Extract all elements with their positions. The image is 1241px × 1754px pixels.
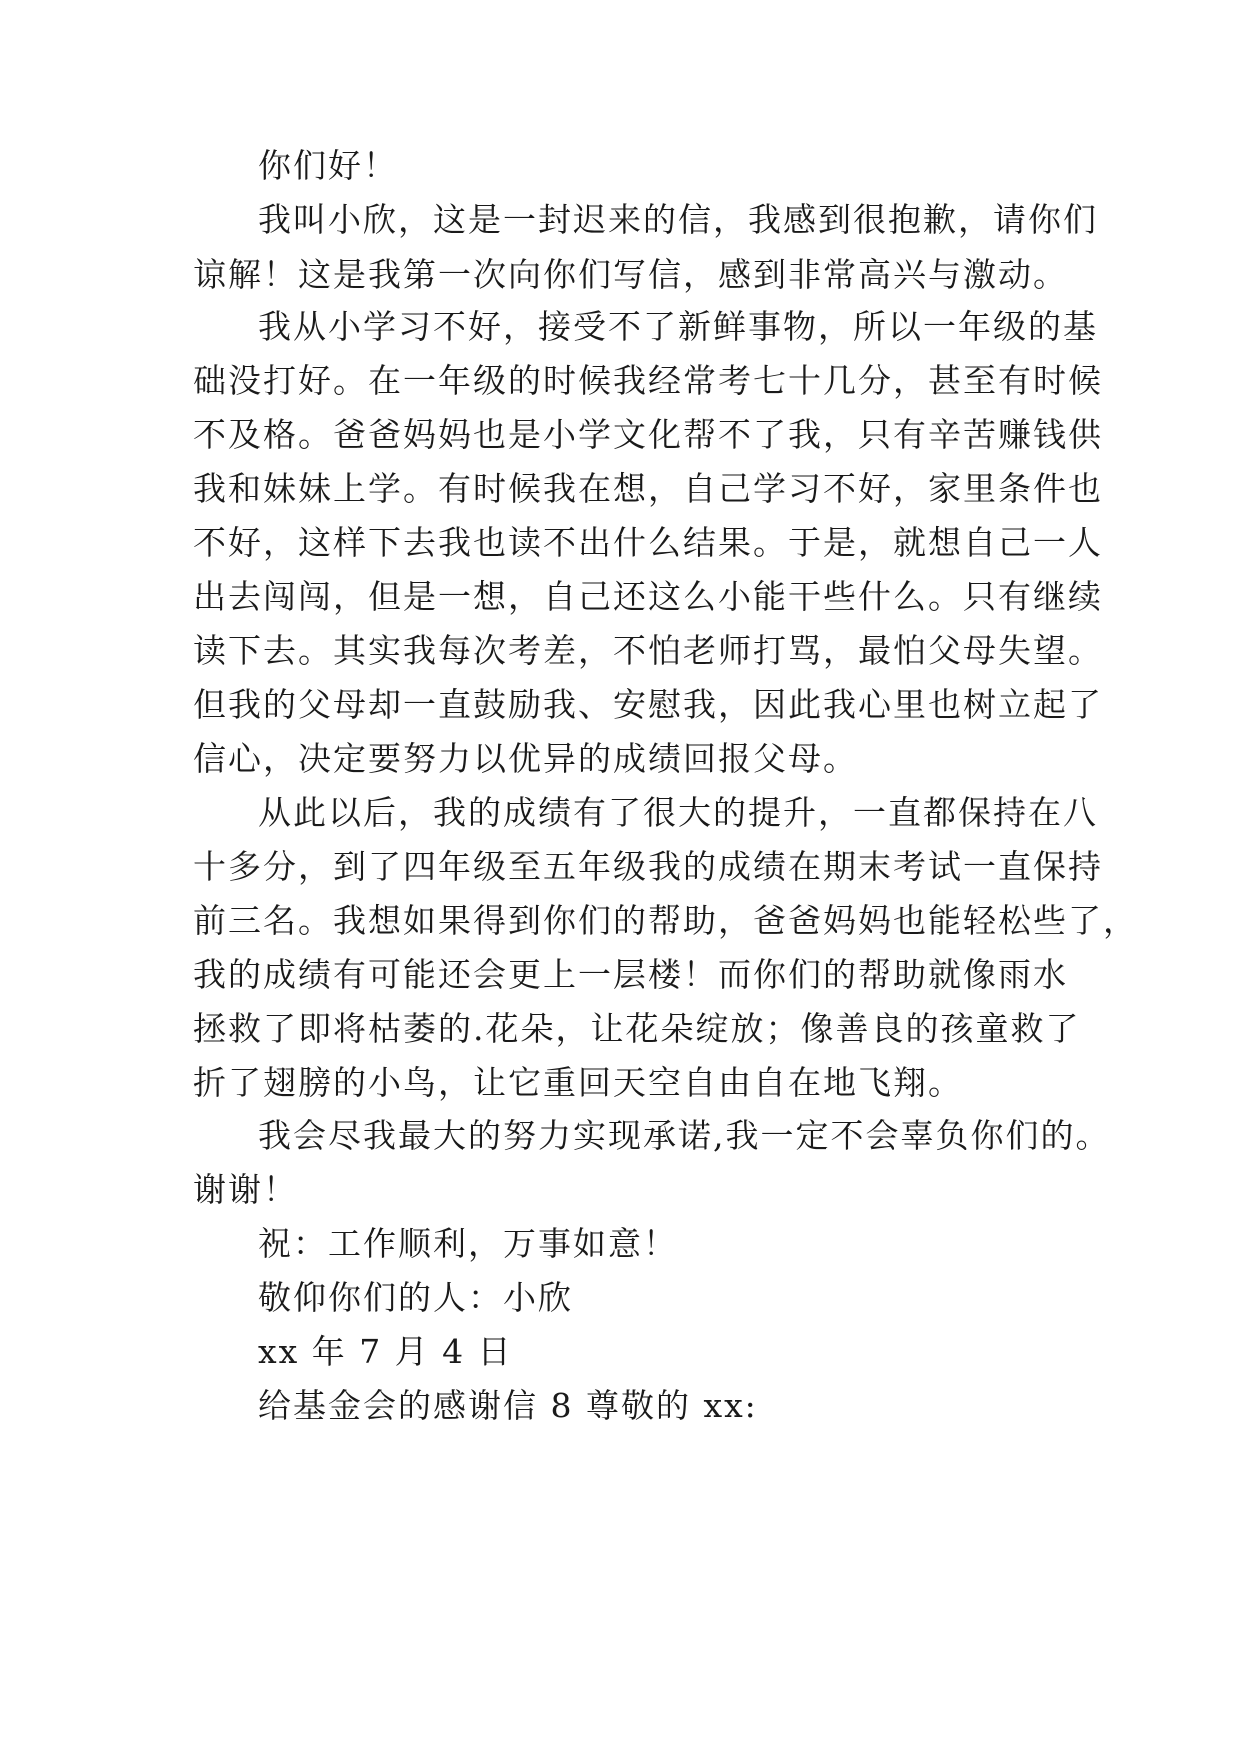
paragraph-1-line-2: 谅解！这是我第一次向你们写信，感到非常高兴与激动。 [193, 255, 1068, 294]
paragraph-2-line-1: 我从小学习不好，接受不了新鲜事物，所以一年级的基 [258, 307, 1098, 346]
paragraph-3-line-3: 前三名。我想如果得到你们的帮助，爸爸妈妈也能轻松些了， [193, 901, 1138, 940]
paragraph-3-line-2: 十多分，到了四年级至五年级我的成绩在期末考试一直保持 [193, 847, 1103, 886]
paragraph-2-line-4: 我和妹妹上学。有时候我在想，自己学习不好，家里条件也 [193, 469, 1103, 508]
greeting: 你们好！ [258, 146, 398, 185]
paragraph-2-line-7: 读下去。其实我每次考差，不怕老师打骂，最怕父母失望。 [193, 631, 1103, 670]
paragraph-2-line-5: 不好，这样下去我也读不出什么结果。于是，就想自己一人 [193, 523, 1103, 562]
paragraph-4-line-2: 谢谢！ [193, 1170, 298, 1209]
paragraph-2-line-9: 信心，决定要努力以优异的成绩回报父母。 [193, 739, 858, 778]
paragraph-2-line-3: 不及格。爸爸妈妈也是小学文化帮不了我，只有辛苦赚钱供 [193, 415, 1103, 454]
paragraph-3-line-1: 从此以后，我的成绩有了很大的提升，一直都保持在八 [258, 793, 1098, 832]
closing-wish: 祝：工作顺利，万事如意！ [258, 1224, 678, 1263]
next-letter-title: 给基金会的感谢信 8 尊敬的 xx: [258, 1386, 758, 1425]
paragraph-2-line-6: 出去闯闯，但是一想，自己还这么小能干些什么。只有继续 [193, 577, 1103, 616]
paragraph-4-line-1: 我会尽我最大的努力实现承诺,我一定不会辜负你们的。 [258, 1116, 1111, 1155]
signature: 敬仰你们的人：小欣 [258, 1278, 573, 1317]
paragraph-3-line-4: 我的成绩有可能还会更上一层楼！而你们的帮助就像雨水 [193, 955, 1068, 994]
paragraph-3-line-6: 折了翅膀的小鸟，让它重回天空自由自在地飞翔。 [193, 1063, 963, 1102]
paragraph-2-line-2: 础没打好。在一年级的时候我经常考七十几分，甚至有时候 [193, 361, 1103, 400]
paragraph-3-line-5: 拯救了即将枯萎的.花朵，让花朵绽放；像善良的孩童救了 [193, 1009, 1081, 1048]
paragraph-2-line-8: 但我的父母却一直鼓励我、安慰我，因此我心里也树立起了 [193, 685, 1103, 724]
letter-date: xx 年 7 月 4 日 [258, 1332, 513, 1371]
paragraph-1-line-1: 我叫小欣，这是一封迟来的信，我感到很抱歉，请你们 [258, 200, 1098, 239]
